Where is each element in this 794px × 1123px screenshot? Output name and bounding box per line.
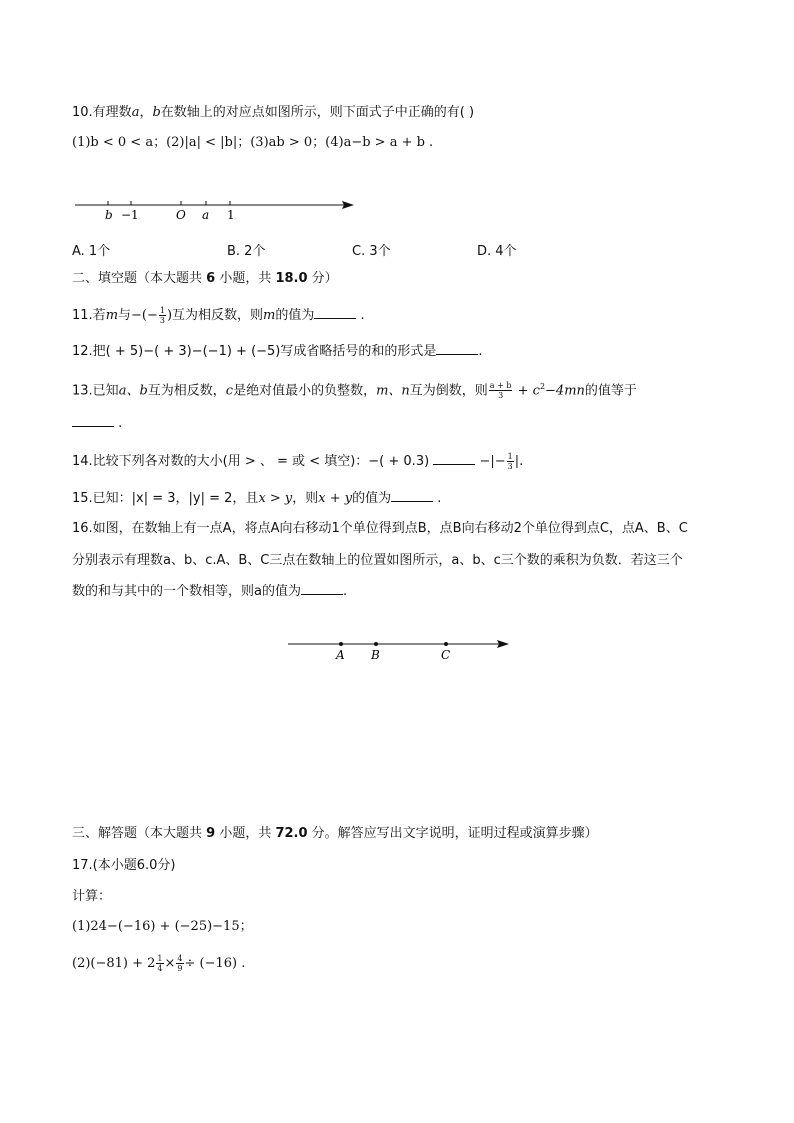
- q11-var-m: m: [105, 308, 119, 323]
- q10-axis-label-origin: O: [176, 208, 186, 222]
- q10-axis-label-1: 1: [227, 208, 235, 222]
- q11-text-a: 11.若: [72, 308, 106, 323]
- q10-text: 10.有理数: [72, 105, 132, 120]
- q16-point-a: [339, 642, 343, 646]
- section3-title-b: 小题，共: [215, 826, 276, 841]
- q17-p2-text-c: ÷ (−16) .: [184, 956, 246, 971]
- q10-sep: ，: [139, 105, 153, 120]
- q17-part1: (1)24−(−16) + (−25)−15；: [72, 919, 253, 934]
- q16-number-line: [285, 636, 515, 664]
- q10-number-line: [72, 196, 362, 226]
- section2-heading: [72, 270, 338, 288]
- section2-title-c: 分）: [307, 271, 338, 286]
- q15-text-c: ，则: [292, 491, 319, 506]
- q13-fraction: [489, 381, 513, 400]
- section3-score: 72.0: [275, 826, 308, 841]
- section3-title-a: 三、解答题（本大题共: [72, 826, 207, 841]
- q16-line2: 分别表示有理数a、b、c.A、B、C三点在数轴上的位置如图所示，a、b、c三个数的乘积为负数．若这三个: [72, 553, 683, 568]
- q13-frac-num: a + b: [489, 381, 512, 391]
- q10-option-b: B. 2个: [227, 244, 266, 259]
- q15: [72, 489, 441, 508]
- q16-answer-blank[interactable]: [301, 582, 343, 595]
- q13-var-c: c: [225, 383, 234, 399]
- q13-end: .: [114, 416, 123, 431]
- q11-fraction: [159, 306, 166, 325]
- q17-frac1-num: 1: [157, 954, 163, 963]
- q14-text-c: |.: [514, 454, 524, 469]
- q10-var-a: a: [131, 105, 140, 120]
- q16-axis-label-b: B: [371, 648, 380, 662]
- q12-answer-blank[interactable]: [436, 342, 478, 355]
- q16-point-b: [374, 642, 378, 646]
- section3-count: 9: [206, 826, 216, 841]
- q17-p2-text-a: (2)(−81) + 2: [72, 956, 156, 971]
- section2-title-a: 二、填空题（本大题共: [72, 271, 207, 286]
- q16-line3-end: .: [342, 584, 348, 599]
- q17-prompt: 计算：: [72, 889, 112, 904]
- q13-answer-blank[interactable]: [72, 414, 114, 427]
- section2-count: 6: [206, 271, 216, 286]
- q11-text-d: 的值为: [275, 308, 315, 323]
- q16-line3: [72, 582, 347, 601]
- q15-text-b: x > y: [258, 491, 293, 506]
- q10-option-a: A. 1个: [72, 244, 111, 259]
- q13-text-e: 是绝对值最小的负整数，: [233, 383, 377, 399]
- q10-option-c: C. 3个: [352, 244, 391, 259]
- q13-text-j: 的值等于: [584, 383, 637, 399]
- q14-answer-blank[interactable]: [433, 452, 475, 465]
- section2-score: 18.0: [275, 271, 308, 286]
- q13-text-a: 13.已知: [72, 383, 119, 399]
- q13-frac-den: 3: [498, 391, 504, 401]
- q14-frac-num: 1: [507, 452, 513, 461]
- q17-fraction2: [176, 954, 183, 973]
- q14: [72, 452, 523, 471]
- q15-answer-blank[interactable]: [391, 489, 433, 502]
- q15-end: .: [433, 491, 442, 506]
- q13-text-c: 互为相反数，: [147, 383, 226, 399]
- q10-statements: (1)b < 0 < a；(2)|a| < |b|；(3)ab > 0；(4)a−b > a + b .: [72, 135, 434, 150]
- q17-frac2-num: 4: [177, 954, 183, 963]
- q16-axis-label-c: C: [441, 648, 451, 662]
- q11-text-c: )互为相反数，则: [166, 308, 264, 323]
- q14-frac-den: 3: [507, 462, 513, 471]
- q10-axis-label-a: a: [202, 208, 210, 222]
- q13-answer-line: [72, 414, 122, 433]
- q13-exponent: 2: [539, 382, 546, 391]
- q17-p2-times: ×: [164, 956, 176, 971]
- q17-part2: [72, 954, 245, 973]
- q11-text-b: 与−(−: [118, 308, 158, 323]
- q13-text-h: + c: [513, 383, 540, 399]
- q17-frac2-den: 9: [177, 964, 183, 973]
- q17-frac1-den: 4: [157, 964, 163, 973]
- q16-line1: 16.如图，在数轴上有一点A，将点A向右移动1个单位得到点B，点B向右移动2个单位得到点C，点A、B、C: [72, 521, 688, 536]
- q11-frac-den: 3: [159, 316, 165, 325]
- q11-text-e: .: [356, 308, 365, 323]
- q14-fraction: [507, 452, 514, 471]
- q13-text-g: 互为倒数，则: [409, 383, 488, 399]
- q13-vars-ab: a、b: [118, 383, 148, 399]
- q15-text-a: 15.已知：|x| = 3，|y| = 2，且: [72, 491, 259, 506]
- q11-answer-blank[interactable]: [314, 306, 356, 319]
- q15-text-e: 的值为: [352, 491, 392, 506]
- q14-text-b: −|−: [479, 454, 506, 469]
- q16-axis-label-a: A: [336, 648, 345, 662]
- q10-axis-label-neg1: −1: [121, 208, 139, 222]
- q11-var-m2: m: [263, 308, 276, 323]
- q13-vars-mn: m、n: [376, 383, 410, 399]
- q13: [72, 378, 637, 400]
- q12: [72, 342, 483, 361]
- q12-text: 12.把( + 5)−( + 3)−(−1) + (−5)写成省略括号的和的形式是: [72, 344, 437, 359]
- q10-var-b: b: [152, 105, 161, 120]
- q11: [72, 306, 365, 325]
- q17-heading: 17.(本小题6.0分): [72, 858, 176, 873]
- q10-text-b: 在数轴上的对应点如图所示，则下面式子中正确的有( ): [160, 105, 475, 120]
- q16-line3-text: 数的和与其中的一个数相等，则a的值为: [72, 584, 301, 599]
- section3-title-c: 分。解答应写出文字说明，证明过程或演算步骤）: [307, 826, 598, 841]
- q10-axis-label-b: b: [105, 208, 113, 222]
- q15-text-d: x + y: [318, 491, 353, 506]
- section3-heading: [72, 825, 598, 843]
- q13-text-i: −4mn: [545, 383, 585, 399]
- q12-end: .: [478, 344, 483, 359]
- q17-mixed-fraction: [156, 954, 163, 973]
- q16-point-c: [444, 642, 448, 646]
- section2-title-b: 小题，共: [215, 271, 276, 286]
- q14-text-a: 14.比较下列各对数的大小(用 > 、 = 或 < 填空)：−( + 0.3): [72, 454, 430, 469]
- q11-frac-num: 1: [159, 306, 165, 315]
- q10-option-d: D. 4个: [477, 244, 517, 259]
- q10-stem: [72, 104, 474, 122]
